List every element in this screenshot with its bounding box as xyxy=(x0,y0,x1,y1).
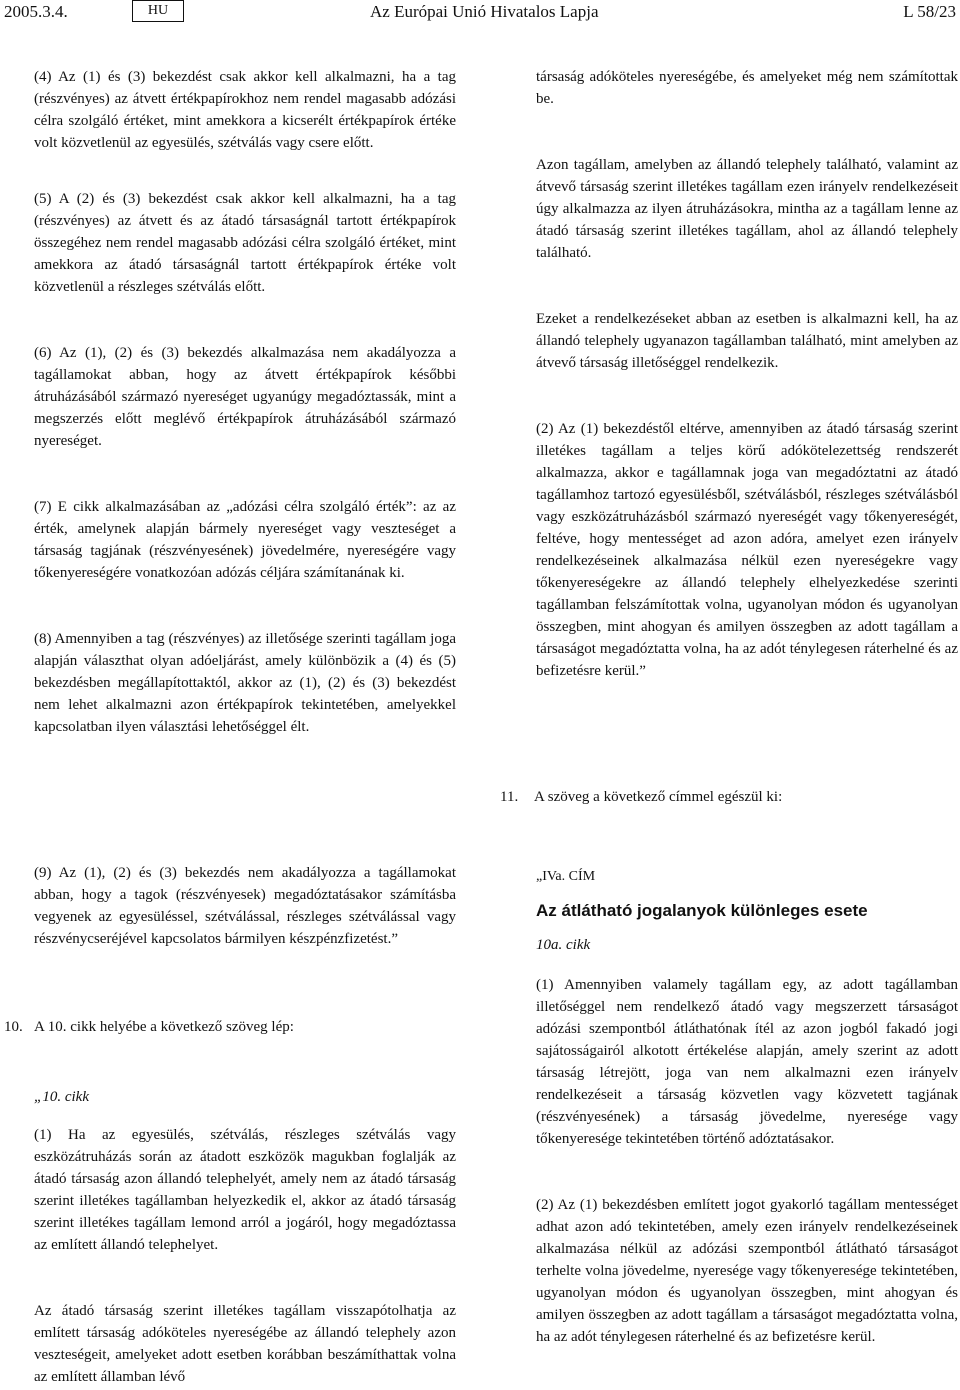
top-left-column xyxy=(34,66,456,738)
bottom-right-column xyxy=(536,866,958,1348)
article-10-paragraph-1: (1) Ha az egyesülés, szétválás, részleges szétválás vagy eszközátruházás során az átadott eszközök magukban foglalják az átadó társaság azon állandó telephelyét, amely nem az átadó társaság szerint illetékes tagállamban helyezkedik el, akkor az átadó társaság szerint illetékes tagállam lemond arról a jogáról, hogy megadóztassa az említett állandó telephelyet. xyxy=(34,1127,456,1253)
paragraph-9: (9) Az (1), (2) és (3) bekezdés nem akadályozza a tagállamokat abban, hogy a tagok (részvényesek) megadóztatásakor számításba vegyenek az egyesüléssel, szétválással, részleges szétválással vagy részvénycseréjével kapcsolatos bármilyen készpénzfizetést.” xyxy=(34,865,456,947)
bottom-left-column xyxy=(34,862,456,950)
language-badge: HU xyxy=(132,0,184,22)
paragraph-6: (6) Az (1), (2) és (3) bekezdés alkalmazása nem akadályozza a tagállamokat abban, hogy az átvett értékpapírok későbbi átruházásából származó nyereséget ugyanúgy megadóztassák, mint a megszerzés előtt meglévő értékpapírok átruházásából származó nyereséget. xyxy=(34,345,456,449)
article-10-heading: „10. cikk xyxy=(34,1089,89,1105)
paragraph-7: (7) E cikk alkalmazásában az „adózási célra szolgáló érték”: az az érték, amelynek alapján bármely nyereséget vagy veszteséget a társaság tagjának (részvényesének) jövedelmére, nyereségére vagy tőkenyereségére vonatkozóan adózás céljára számítanának ki. xyxy=(34,499,456,581)
paragraph-5: (5) A (2) és (3) bekezdést csak akkor kell alkalmazni, ha a tag (részvényes) az átvett és az átadó társaságnál tartott értékpapírok összegéhez nem rendel magasabb adózási célra szolgáló értéket, mint amekkora az átadó társaságnál tartott értékpapírok értéke volt közvetlenül a részleges szétválás előtt. xyxy=(34,191,456,295)
paragraph-provisions: Ezeket a rendelkezéseket abban az esetben is alkalmazni kell, ha az állandó telephely ugyanazon tagállamban található, mint amelyben az átvevő társaság illetőséggel rendelkezik. xyxy=(536,311,958,371)
paragraph-member-state: Azon tagállam, amelyben az állandó telephely található, valamint az átvevő társaság szerint illetékes tagállam ezen irányelv rendelkezéseit úgy alkalmazza az ilyen átruházásokra, mintha az a tagállam lenne az átadó társaság szerint illetékes tagállam, ahol az állandó telephely található. xyxy=(536,157,958,261)
journal-title: Az Európai Unió Hivatalos Lapja xyxy=(370,2,599,21)
item-10-number: 10. xyxy=(4,1019,23,1035)
top-right-column xyxy=(536,66,958,682)
item-10-text: A 10. cikk helyébe a következő szöveg lép: xyxy=(34,1019,294,1035)
item-11-text: A szöveg a következő címmel egészül ki: xyxy=(534,789,783,805)
page-number: L 58/23 xyxy=(903,2,956,21)
article-10-paragraph-2: Az átadó társaság szerint illetékes tagállam visszapótolhatja az említett társaság adóköteles nyereségébe az állandó telephely azon veszteségeit, amelyeket adott esetben korábban beszámíthattak volna az említett államban lévő xyxy=(34,1303,456,1385)
paragraph-8: (8) Amennyiben a tag (részvényes) az illetősége szerinti tagállam joga alapján választhat olyan adóeljárást, amely különbözik a (4) és (5) bekezdésben megállapítottaktól, akkor az (1), (2) és (3) bekezdést nem lehet alkalmazni azon értékpapírok tekintetében, amelyekkel kapcsolatban ilyen választási lehetőséggel élt. xyxy=(34,631,456,735)
article-10a-heading: 10a. cikk xyxy=(536,937,591,953)
title-iva-name: Az átlátható jogalanyok különleges esete xyxy=(536,901,868,920)
publication-date: 2005.3.4. xyxy=(4,2,68,21)
page-header xyxy=(0,0,960,28)
title-iva-heading: „IVa. CÍM xyxy=(536,869,596,884)
paragraph-2-derogation: (2) Az (1) bekezdéstől eltérve, amennyiben az átadó társaság szerint illetékes tagállam a teljes körű adókötelezettség rendszerét alkalmazza, akkor e tagállamnak joga van megadóztatni az átadó tagállamhoz tartozó egyesülésből, szétválásból, részleges szétválásból vagy eszközátruházásból származó nyereségét vagy tőkenyereségét, feltéve, hogy mentességet ad azon adóra, amelyet ezen irányelv rendelkezéseinek alkalmazása nélkül ezen nyereségekre vagy tőkenyereségekre az állandó telephely elhelyezkedése szerinti tagállamban felszámítottak volna, ugyanolyan módon és ugyanolyan összegben, mint ahogyan és amilyen összegben az adott tagállam a társaságot megadóztatta volna, ha az adót ténylegesen ráterhelné és az befizetésre kerül.” xyxy=(536,421,958,679)
item-10 xyxy=(4,1016,456,1038)
article-10-block xyxy=(34,1086,456,1388)
continuation-text: társaság adóköteles nyereségébe, és amelyeket még nem számítottak be. xyxy=(536,69,958,107)
article-10a-paragraph-2: (2) Az (1) bekezdésben említett jogot gyakorló tagállam mentességet adhat azon adó tekintetében, amely ezen irányelv rendelkezéseinek alkalmazása nélkül az adózási szempontból átlátható társaságot terhelte volna jövedelme, nyeresége vagy tőkenyeresége tekintetében, ugyanolyan módon és ugyanolyan összegben, mint ahogyan és amilyen összegben az adott tagállam a társaságot megadóztatta volna, ha az adót ténylegesen ráterhelné és az befizetésre kerül. xyxy=(536,1197,958,1345)
item-11-number: 11. xyxy=(500,789,519,805)
paragraph-4: (4) Az (1) és (3) bekezdést csak akkor kell alkalmazni, ha a tag (részvényes) az átvett értékpapírokhoz nem rendel magasabb adózási célra szolgáló értéket, mint amekkora a kicserélt értékpapírok értéke volt közvetlenül az egyesülés, szétválás vagy csere előtt. xyxy=(34,69,456,151)
item-11 xyxy=(500,786,958,808)
article-10a-paragraph-1: (1) Amennyiben valamely tagállam egy, az adott tagállamban illetőséggel nem rendelkező átadó vagy megszerzett társaságot adózási szempontból átláthatónak ítél az azon jogból fakadó jogi sajátosságairól alkotott értékelése alapján, amely szerint az adott társaság létrejött, joga van nem alkalmazni ezen irányelv rendelkezéseit a társaság közvetlen vagy közvetett tagjának (részvényesének) a társaság jövedelme, nyeresége vagy tőkenyeresége tekintetében történő adóztatásakor. xyxy=(536,977,958,1147)
